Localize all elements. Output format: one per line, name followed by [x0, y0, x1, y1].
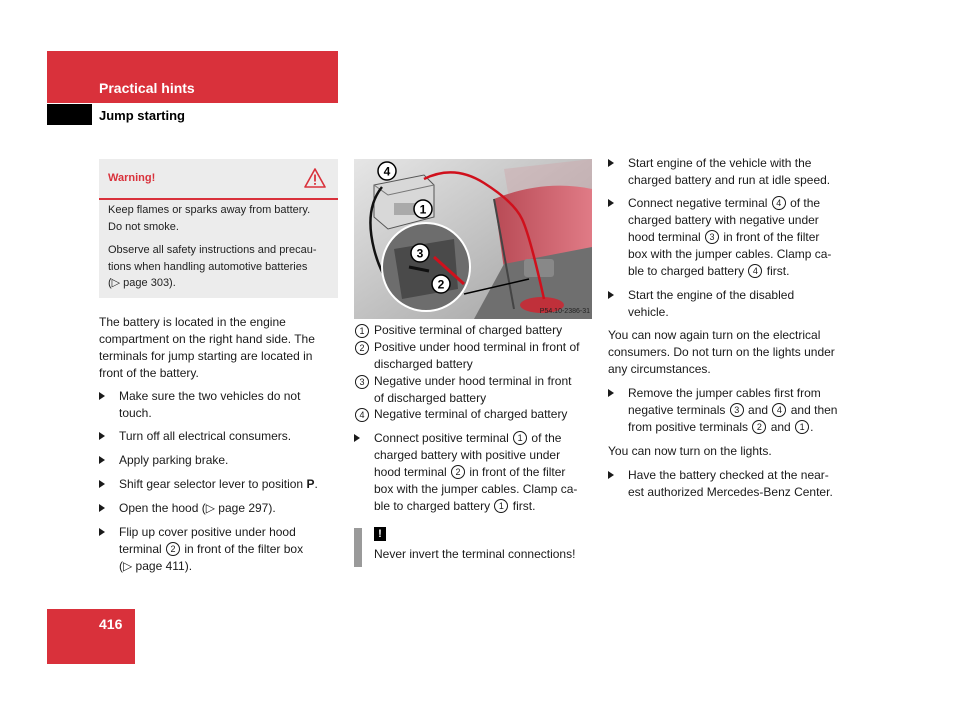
list-item: Have the battery checked at the near- est authorized Mercedes-Benz Center.: [608, 467, 848, 501]
callout-label: 4: [383, 164, 391, 179]
figure-code: P54.10-2386-31: [539, 308, 590, 315]
callout-2: 2: [166, 542, 180, 556]
callout-label: 2: [437, 277, 445, 292]
subsection-marker: [47, 104, 92, 125]
bullet-arrow-icon: [608, 389, 614, 397]
section-title: Practical hints: [99, 80, 195, 96]
callout-label: 1: [419, 202, 427, 217]
bullet-arrow-icon: [354, 434, 360, 442]
legend-item: 4 Negative terminal of charged battery: [354, 406, 594, 423]
jump-start-illustration: [354, 159, 592, 319]
callout-label: 3: [416, 246, 424, 261]
warning-text: Keep flames or sparks away from battery.: [108, 204, 311, 216]
callout-3: 3: [355, 375, 369, 389]
list-item: Start the engine of the disabled vehicle.: [608, 287, 848, 321]
bullet-arrow-icon: [99, 480, 105, 488]
warning-text: tions when handling automotive batteries: [108, 261, 308, 273]
subsection-title: Jump starting: [99, 108, 185, 123]
warning-text: Do not smoke.: [108, 221, 179, 233]
bullet-arrow-icon: [608, 291, 614, 299]
warning-header: [99, 159, 338, 200]
list-item: Flip up cover positive under hood terminal 2 in front of the filter box (▷ page 411).: [99, 524, 339, 575]
engine-bay-image: [354, 159, 592, 319]
paragraph: You can now again turn on the electrical consumers. Do not turn on the lights under any circumstances.: [608, 328, 835, 376]
list-item: Apply parking brake.: [99, 452, 339, 469]
warning-text: Observe all safety instructions and precau-: [108, 244, 317, 256]
warning-box: [99, 159, 338, 298]
bullet-arrow-icon: [608, 199, 614, 207]
callout-4: 4: [355, 408, 369, 422]
warning-text: (▷ page 303).: [108, 277, 176, 289]
callout-2: 2: [355, 341, 369, 355]
warning-triangle-icon: [304, 168, 326, 188]
list-item: Open the hood (▷ page 297).: [99, 500, 339, 517]
note-text: Never invert the terminal connections!: [374, 547, 576, 561]
list-item: Turn off all electrical consumers.: [99, 428, 339, 445]
bullet-arrow-icon: [99, 528, 105, 536]
bullet-arrow-icon: [608, 159, 614, 167]
note-bar: [354, 528, 362, 567]
legend-item: 2 Positive under hood terminal in front of discharged battery: [354, 339, 594, 373]
warning-label: Warning!: [108, 172, 156, 184]
page-number: 416: [99, 616, 123, 632]
list-item: Connect positive terminal 1 of the charged battery with positive under hood terminal 2 in front of the filter box with the jumper cables. Clamp ca- ble to charged battery 1 first.: [354, 430, 594, 515]
list-item: Start engine of the vehicle with the charged battery and run at idle speed.: [608, 155, 848, 189]
legend-item: 1 Positive terminal of charged battery: [354, 322, 594, 339]
list-item: Shift gear selector lever to position P.: [99, 476, 339, 493]
legend-item: 3 Negative under hood terminal in front of discharged battery: [354, 373, 594, 407]
list-item: Connect negative terminal 4 of the charged battery with negative under hood terminal 3 in front of the filter box with the jumper cables. Clamp ca- ble to charged battery 4 first.: [608, 195, 848, 280]
bullet-arrow-icon: [99, 456, 105, 464]
bullet-arrow-icon: [608, 471, 614, 479]
list-item: Remove the jumper cables first from negative terminals 3 and 4 and then from positive terminals 2 and 1 .: [608, 385, 848, 436]
exclamation-icon: !: [374, 527, 386, 541]
bullet-arrow-icon: [99, 504, 105, 512]
callout-1: 1: [355, 324, 369, 338]
paragraph: You can now turn on the lights.: [608, 444, 772, 458]
bullet-arrow-icon: [99, 392, 105, 400]
intro-paragraph: The battery is located in the engine compartment on the right hand side. The terminals for jump starting are located in front of the battery.: [99, 315, 315, 380]
list-item: Make sure the two vehicles do not touch.: [99, 388, 339, 422]
bullet-arrow-icon: [99, 432, 105, 440]
